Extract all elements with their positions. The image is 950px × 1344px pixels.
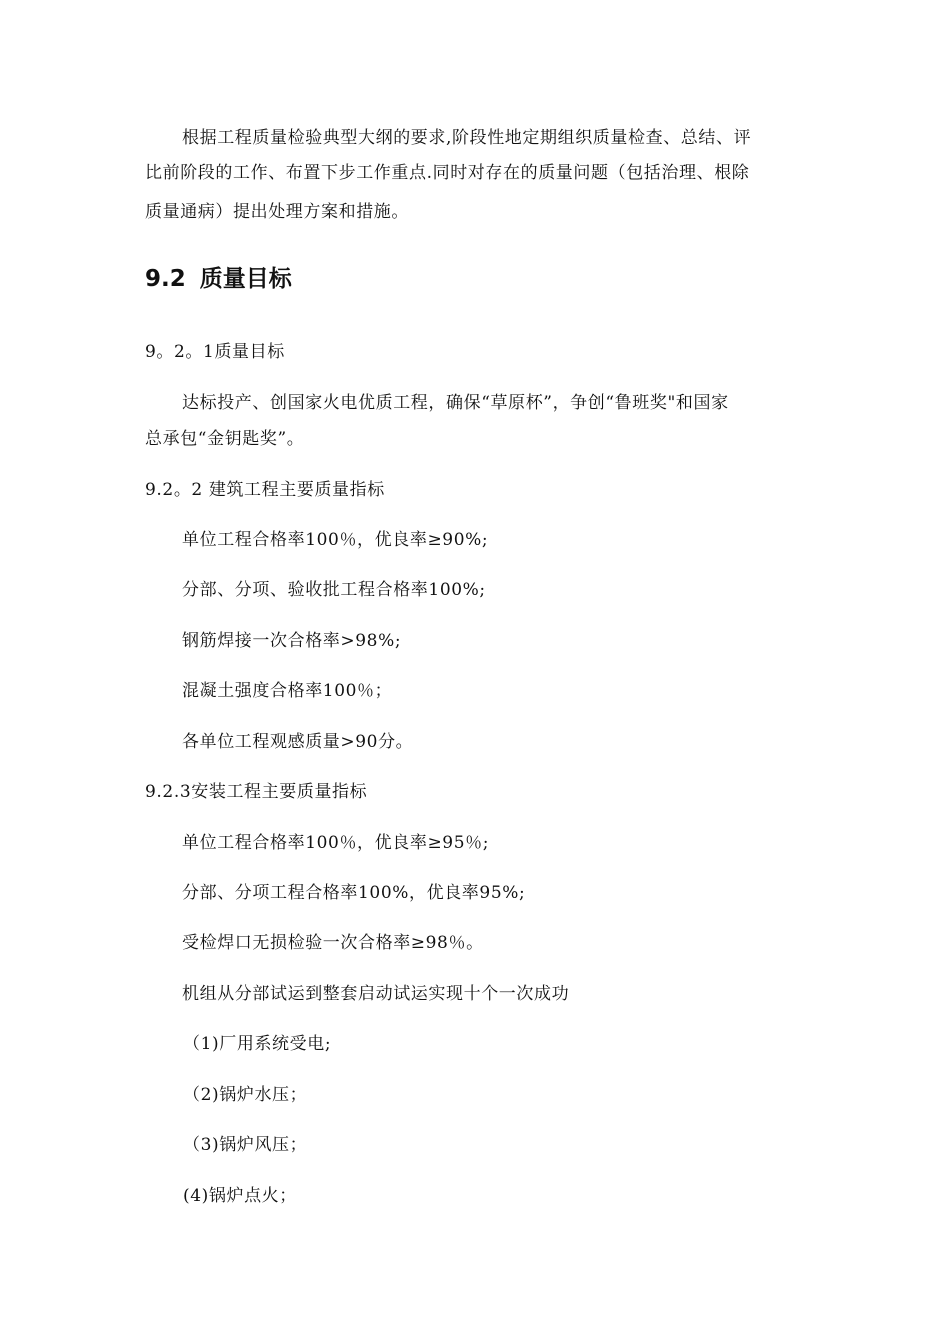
- section-heading: [145, 264, 292, 294]
- construction-indicator: 单位工程合格率100％，优良率≥90%;: [182, 530, 489, 550]
- section-title: 质量目标: [199, 266, 292, 292]
- construction-indicator: 分部、分项、验收批工程合格率100%;: [182, 580, 486, 600]
- intro-paragraph-line-1: 根据工程质量检验典型大纲的要求,阶段性地定期组织质量检查、总结、评: [182, 128, 752, 148]
- subsection-heading-9-2-1: 9。2。1质量目标: [145, 342, 285, 362]
- list-item: (4)锅炉点火；: [183, 1186, 297, 1206]
- list-item: （2)锅炉水压；: [183, 1085, 308, 1105]
- intro-paragraph-line-2: 比前阶段的工作、布置下步工作重点.同时对存在的质量问题（包括治理、根除: [145, 163, 750, 183]
- subsection-heading-9-2-2: 9.2。2 建筑工程主要质量指标: [145, 480, 385, 500]
- intro-paragraph-line-3: 质量通病）提出处理方案和措施。: [145, 202, 409, 222]
- quality-goal-line-1: 达标投产、创国家火电优质工程，确保“草原杯”，争创“鲁班奖"和国家: [182, 393, 729, 413]
- list-item: （1)厂用系统受电;: [183, 1034, 332, 1054]
- construction-indicator: 钢筋焊接一次合格率>98%;: [182, 631, 402, 651]
- construction-indicator: 各单位工程观感质量>90分。: [182, 732, 414, 752]
- construction-indicator: 混凝土强度合格率100％；: [182, 681, 393, 701]
- section-number: 9.2: [145, 266, 186, 292]
- installation-indicator: 分部、分项工程合格率100%，优良率95%;: [182, 883, 526, 903]
- list-item: （3)锅炉风压；: [183, 1135, 308, 1155]
- installation-indicator: 单位工程合格率100％，优良率≥95％;: [182, 833, 490, 853]
- installation-indicator: 机组从分部试运到整套启动试运实现十个一次成功: [182, 984, 570, 1004]
- installation-indicator: 受检焊口无损检验一次合格率≥98％。: [182, 933, 484, 953]
- subsection-heading-9-2-3: 9.2.3安装工程主要质量指标: [145, 782, 368, 802]
- quality-goal-line-2: 总承包“金钥匙奖”。: [145, 429, 305, 449]
